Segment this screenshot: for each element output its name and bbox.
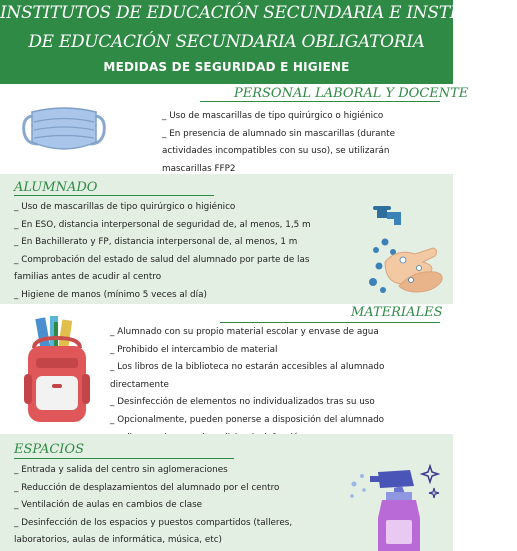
section-espacios [0, 434, 453, 551]
list-item: directamente [110, 379, 169, 390]
list-item: _ En ESO, distancia interpersonal de seguridad de, al menos, 1,5 m [14, 219, 311, 230]
subtitle: MEDIDAS DE SEGURIDAD E HIGIENE [103, 60, 350, 74]
section-alumnado [0, 174, 453, 304]
section-title-personal: PERSONAL LABORAL Y DOCENTE [234, 86, 469, 101]
list-item: laboratorios, aulas de informática, música, etc) [14, 535, 222, 546]
list-item: _ Comprobación del estado de salud del alumnado por parte de las [14, 254, 310, 265]
title-underline [220, 322, 440, 323]
title-line-2: DE EDUCACIÓN SECUNDARIA OBLIGATORIA [28, 32, 425, 52]
title-underline [14, 195, 214, 196]
face-mask-icon [18, 100, 110, 162]
list-item: _ Desinfección de los espacios y puestos compartidos (talleres, [14, 517, 293, 528]
section-materiales [0, 304, 453, 434]
list-item: _ En Bachillerato y FP, distancia interpersonal de, al menos, 1 m [14, 237, 298, 248]
list-alumnado [14, 199, 311, 305]
section-title-materiales: MATERIALES [351, 305, 443, 320]
list-item: _ Uso de mascarillas de tipo quirúrgico o higiénico [14, 202, 236, 212]
list-item: _ Uso de mascarillas de tipo quirúrgico o higiénico [162, 111, 384, 121]
title-underline [14, 458, 234, 459]
list-item: actividades incompatibles con su uso), se utilizarán [162, 146, 390, 157]
title-line-1: INSTITUTOS DE EDUCACIÓN SECUNDARIA E INSTITUTOS [0, 3, 517, 23]
handwashing-icon [363, 200, 449, 300]
list-item: _ Los libros de la biblioteca no estarán accesibles al alumnado [110, 362, 385, 373]
list-item: _ Desinfección de elementos no individualizados tras su uso [110, 397, 375, 408]
list-materiales [110, 324, 384, 447]
header-banner [0, 0, 517, 84]
list-item: _ Reducción de desplazamientos del alumnado por el centro [14, 482, 280, 493]
section-personal [0, 84, 469, 174]
list-espacios [14, 462, 292, 550]
list-item: familias antes de acudir al centro [14, 272, 162, 283]
section-title-alumnado: ALUMNADO [14, 180, 98, 195]
spray-bottle-icon [340, 452, 448, 551]
list-item: _ Alumnado con su propio material escolar y envase de agua [110, 327, 379, 337]
list-item: _ En presencia de alumnado sin mascarillas (durante [162, 128, 396, 139]
list-item: _ Entrada y salida del centro sin aglomeraciones [14, 465, 228, 475]
list-item: _ Opcionalmente, pueden ponerse a disposición del alumnado [110, 414, 385, 425]
title-underline [200, 101, 440, 102]
section-title-espacios: ESPACIOS [14, 442, 84, 457]
backpack-icon [14, 314, 100, 432]
list-personal [162, 108, 395, 178]
list-item: _ Ventilación de aulas en cambios de clase [14, 500, 203, 511]
list-item: _ Higiene de manos (mínimo 5 veces al día) [14, 289, 207, 300]
list-item: mascarillas FFP2 [162, 163, 236, 174]
list-item: _ Prohibido el intercambio de material [110, 344, 278, 355]
